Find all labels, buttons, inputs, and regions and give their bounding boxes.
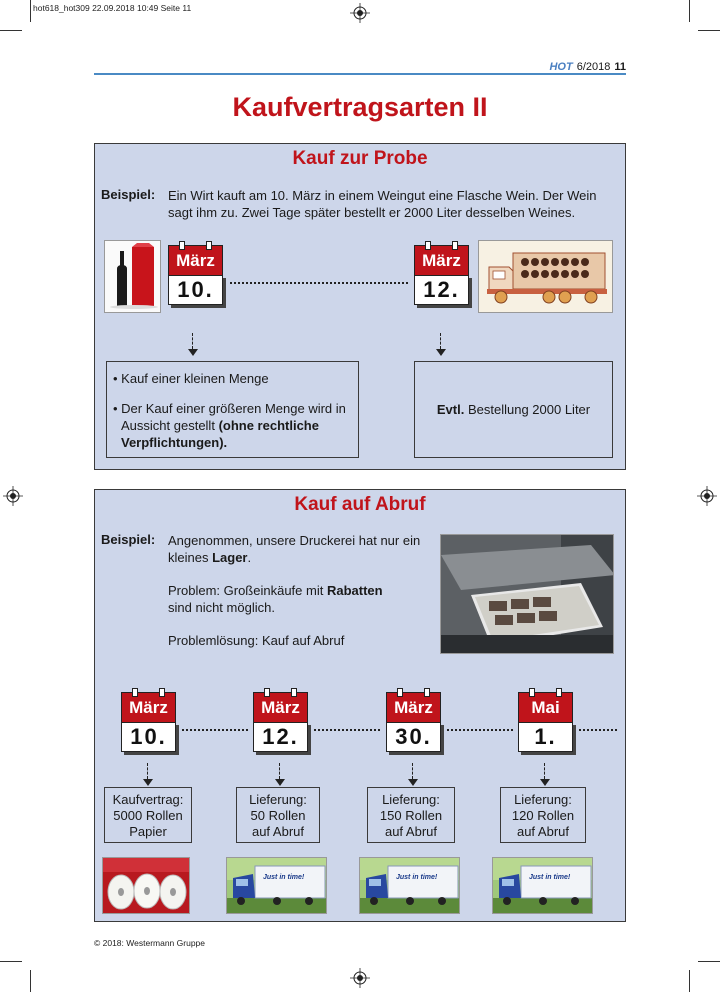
just-in-time-truck-image	[359, 857, 460, 914]
box-line: auf Abruf	[251, 824, 305, 839]
truck-icon	[360, 858, 460, 914]
info-box-small-quantity	[106, 361, 359, 458]
hot-logo: HOT	[549, 61, 573, 73]
crop-mark	[30, 0, 31, 22]
box-line: 50 Rollen	[250, 808, 306, 823]
problem-text: Problem: Großeinkäufe mit	[168, 583, 324, 598]
calendar-month: Mai	[531, 697, 560, 717]
truck-icon	[493, 858, 593, 914]
registration-mark-icon	[3, 486, 23, 506]
box-line: Lieferung:	[249, 792, 307, 807]
calendar-may-1	[518, 692, 573, 752]
bullet-item: • Der Kauf einer größeren Menge wird in	[113, 401, 346, 416]
registration-mark-icon	[350, 968, 370, 988]
page-number: 11	[614, 61, 626, 73]
section-title: Kauf auf Abruf	[294, 494, 426, 515]
copyright: © 2018: Westermann Gruppe	[94, 938, 205, 948]
calendar-month: März	[176, 250, 215, 270]
box-delivery-2	[367, 787, 455, 843]
crop-mark	[0, 961, 22, 962]
page-header	[549, 61, 626, 73]
just-in-time-truck-image	[226, 857, 327, 914]
registration-mark-icon	[697, 486, 717, 506]
paper-roll-icon	[103, 858, 190, 914]
bullet-item-cont: Aussicht gestellt	[121, 418, 215, 433]
box-purchase-contract	[104, 787, 192, 843]
timeline-dotted-line	[314, 729, 380, 731]
paper-rolls-image	[102, 857, 190, 914]
box-line: 5000 Rollen	[113, 808, 183, 823]
box-line: Lieferung:	[382, 792, 440, 807]
problem-bold: Rabatten	[326, 583, 383, 598]
example-text	[168, 532, 438, 649]
wine-truck-image	[478, 240, 613, 313]
box-line: Lieferung:	[514, 792, 572, 807]
truck-label: Just in time!	[396, 874, 438, 881]
example-label: Beispiel:	[101, 532, 156, 547]
timeline-dotted-line	[579, 729, 617, 731]
header-divider	[94, 73, 626, 75]
calendar-march-10	[168, 245, 223, 305]
calendar-month: März	[394, 697, 433, 717]
truck-label: Just in time!	[529, 874, 571, 881]
calendar-march-12	[414, 245, 469, 305]
crop-mark	[689, 0, 690, 22]
bullet-item-bold: Verpflichtungen).	[121, 435, 228, 450]
wine-bottle-icon	[105, 241, 161, 313]
arrow-down-icon	[540, 763, 550, 786]
box-line: Kaufvertrag:	[112, 792, 184, 807]
crop-mark	[689, 970, 690, 992]
calendar-month: März	[422, 250, 461, 270]
calendar-day: 12.	[253, 722, 308, 752]
crop-mark	[698, 30, 720, 31]
issue-number: 6/2018	[576, 61, 611, 73]
registration-mark-icon	[350, 3, 370, 23]
box-line: 120 Rollen	[511, 808, 575, 823]
timeline-dotted-line	[230, 282, 408, 284]
example-line: Angenommen, unsere Druckerei hat nur ein	[168, 533, 421, 548]
example-text: Ein Wirt kauft am 10. März in einem Weingut eine Flasche Wein. Der Wein sagt ihm zu. Zwei Tage später bestellt er 2000 Liter desselben Weines.	[168, 188, 597, 220]
calendar-march-12	[253, 692, 308, 752]
example-label: Beispiel:	[101, 187, 156, 202]
calendar-day: 1.	[518, 722, 573, 752]
box-line: auf Abruf	[384, 824, 438, 839]
calendar-march-30	[386, 692, 441, 752]
just-in-time-truck-image	[492, 857, 593, 914]
calendar-month: März	[261, 697, 300, 717]
example-line: kleines	[168, 550, 209, 565]
example-punct: .	[247, 550, 252, 565]
box-line: auf Abruf	[516, 824, 570, 839]
calendar-day: 12.	[414, 275, 469, 305]
printing-press-image	[440, 534, 614, 654]
truck-icon	[479, 241, 613, 313]
box-line: Papier	[129, 824, 167, 839]
printing-machine-icon	[441, 535, 614, 654]
calendar-day: 30.	[386, 722, 441, 752]
calendar-day: 10.	[168, 275, 223, 305]
calendar-day: 10.	[121, 722, 176, 752]
timeline-dotted-line	[447, 729, 513, 731]
example-bold: Lager	[212, 550, 248, 565]
arrow-down-icon	[436, 333, 446, 356]
print-slug: hot618_hot309 22.09.2018 10:49 Seite 11	[33, 3, 192, 13]
arrow-down-icon	[408, 763, 418, 786]
section-title: Kauf zur Probe	[292, 148, 428, 169]
page-title: Kaufvertragsarten II	[232, 92, 488, 122]
calendar-march-10	[121, 692, 176, 752]
crop-mark	[698, 961, 720, 962]
box-line: 150 Rollen	[379, 808, 443, 823]
info-box-order	[414, 361, 613, 458]
wine-bottle-image	[104, 240, 161, 313]
bullet-item-bold: (ohne rechtliche	[218, 418, 319, 433]
box-delivery-3	[500, 787, 586, 843]
box-delivery-1	[236, 787, 320, 843]
calendar-month: März	[129, 697, 168, 717]
arrow-down-icon	[275, 763, 285, 786]
timeline-dotted-line	[182, 729, 248, 731]
evtl-label: Evtl.	[436, 402, 465, 417]
bullet-item: • Kauf einer kleinen Menge	[113, 371, 269, 386]
arrow-down-icon	[143, 763, 153, 786]
solution-text: Problemlösung: Kauf auf Abruf	[168, 633, 345, 648]
problem-text: sind nicht möglich.	[168, 600, 275, 615]
arrow-down-icon	[188, 333, 198, 356]
crop-mark	[30, 970, 31, 992]
truck-icon	[227, 858, 327, 914]
crop-mark	[0, 30, 22, 31]
truck-label: Just in time!	[263, 874, 305, 881]
order-text: Bestellung 2000 Liter	[467, 402, 591, 417]
